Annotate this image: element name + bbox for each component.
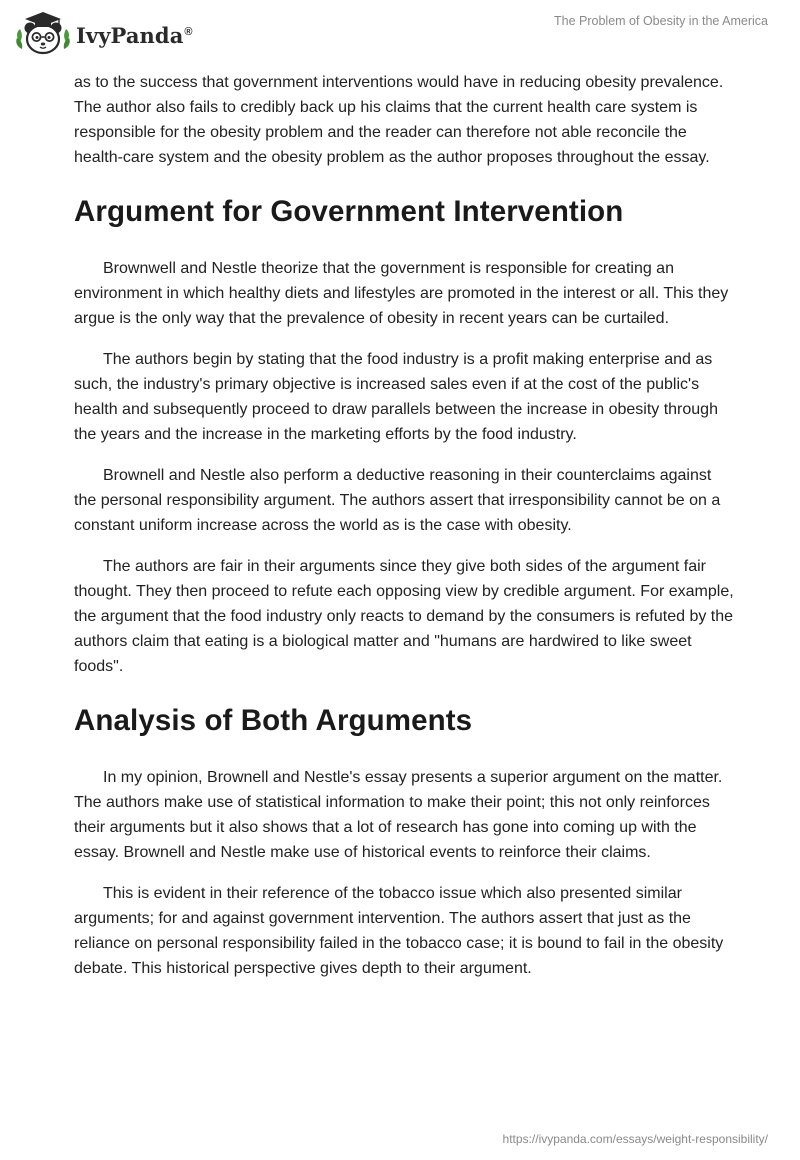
logo-wordmark: IvyPanda® bbox=[76, 22, 193, 48]
section-heading-government-intervention: Argument for Government Intervention bbox=[74, 195, 624, 228]
source-url-link[interactable]: https://ivypanda.com/essays/weight-responsibility/ bbox=[502, 1132, 768, 1146]
ivypanda-logo[interactable] bbox=[14, 8, 193, 58]
intro-paragraph: as to the success that government interventions would have in reducing obesity prevalence. The author also fails to credibly back up his claims that the current health care system is responsible for the obesity problem and the reader can therefore not able reconcile the health-care system and the obesity problem as the author proposes throughout the essay. bbox=[74, 74, 724, 166]
body-paragraph: This is evident in their reference of the tobacco issue which also presented similar arguments; for and against government intervention. The authors assert that just as the reliance on personal responsibility failed in the tobacco case; it is bound to fail in the obesity debate. This historical perspective gives depth to their argument. bbox=[74, 885, 724, 977]
essay-body bbox=[74, 70, 734, 981]
registered-mark: ® bbox=[184, 25, 193, 38]
document-title: The Problem of Obesity in the America bbox=[554, 14, 768, 28]
body-paragraph: In my opinion, Brownell and Nestle's essay presents a superior argument on the matter. The authors make use of statistical information to make their point; this not only reinforces their arguments but it also shows that a lot of research has gone into coming up with the essay. Brownell and Nestle make use of historical events to reinforce their claims. bbox=[74, 769, 723, 861]
page-header bbox=[0, 0, 800, 70]
body-paragraph: The authors begin by stating that the food industry is a profit making enterprise and as such, the industry's primary objective is increased sales even if at the cost of the public's health and subsequently proceed to draw parallels between the increase in obesity through the years and the increase in the marketing efforts by the food industry. bbox=[74, 351, 718, 443]
body-paragraph: Brownwell and Nestle theorize that the government is responsible for creating an environment in which healthy diets and lifestyles are promoted in the interest or all. This they argue is the only way that the prevalence of obesity in recent years can be curtailed. bbox=[74, 260, 729, 327]
body-paragraph: The authors are fair in their arguments since they give both sides of the argument fair thought. They then proceed to refute each opposing view by credible argument. For example, the argument that the food industry only reacts to demand by the consumers is refuted by the authors claim that eating is a biological matter and "humans are hardwired to like sweet foods". bbox=[74, 558, 734, 675]
panda-graduate-icon bbox=[14, 8, 72, 58]
body-paragraph: Brownell and Nestle also perform a deductive reasoning in their counterclaims against the personal responsibility argument. The authors assert that irresponsibility cannot be on a constant uniform increase across the world as is the case with obesity. bbox=[74, 467, 721, 534]
section-heading-analysis: Analysis of Both Arguments bbox=[74, 704, 473, 737]
